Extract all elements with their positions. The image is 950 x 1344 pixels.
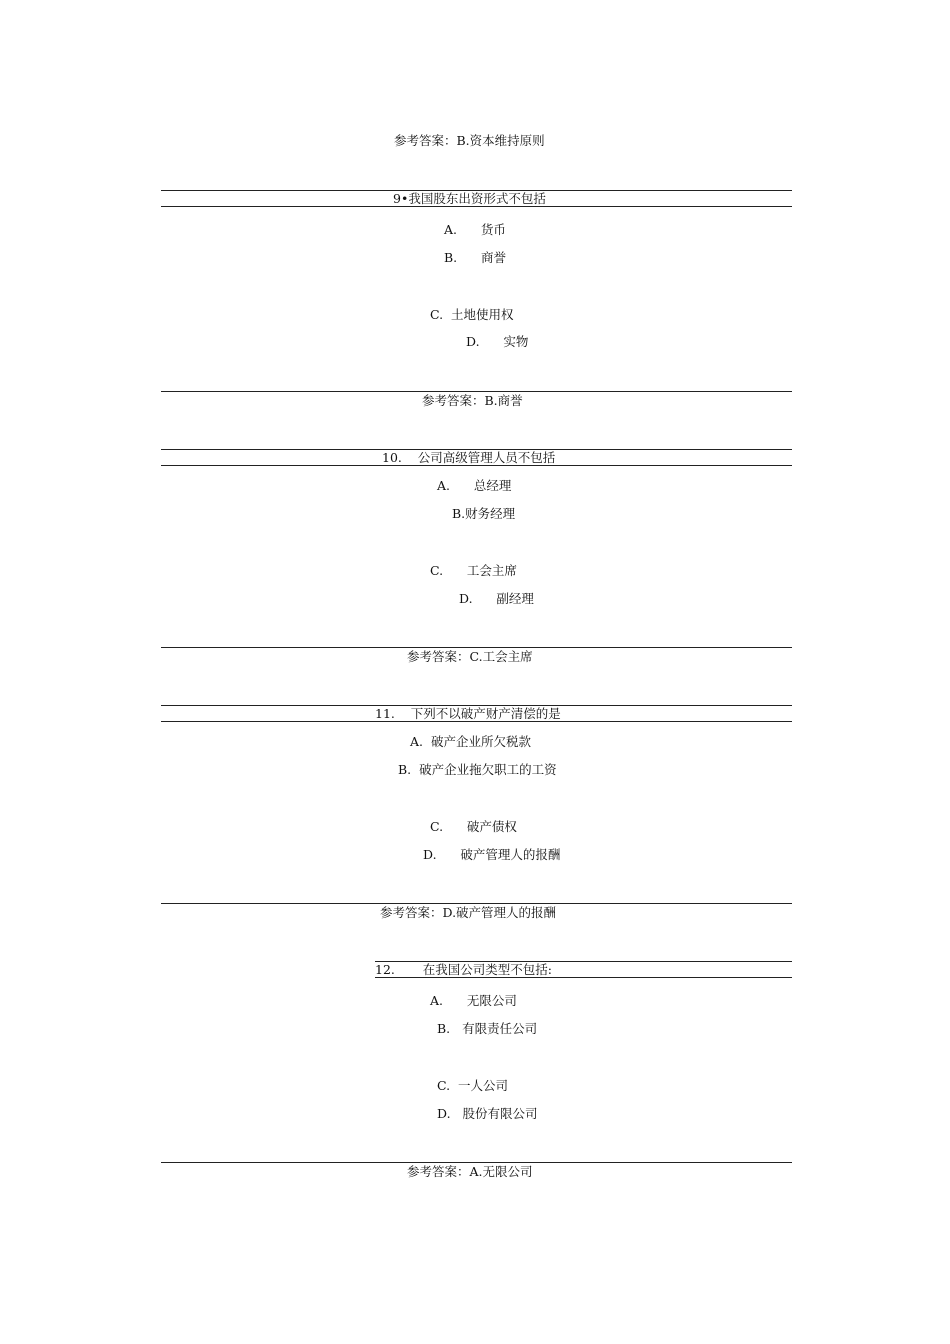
option-d: D. 副经理 [459, 591, 534, 606]
divider [375, 977, 792, 978]
option-d: D. 破产管理人的报酬 [423, 847, 561, 862]
option-b: B. 商誉 [444, 250, 506, 265]
question-title: 10. 公司高级管理人员不包括 [382, 450, 556, 465]
option-d: D. 实物 [466, 334, 529, 349]
answer-text: 参考答案：A.无限公司 [407, 1164, 533, 1179]
option-b: B. 有限责任公司 [437, 1021, 538, 1036]
option-c: C. 土地使用权 [430, 307, 514, 322]
answer-text: 参考答案：D.破产管理人的报酬 [380, 905, 557, 920]
answer-text: 参考答案：B.商誉 [422, 393, 523, 408]
answer-text: 参考答案：C.工会主席 [407, 649, 533, 664]
option-a: A. 破产企业所欠税款 [410, 734, 531, 749]
option-b: B.财务经理 [452, 506, 516, 521]
divider [161, 465, 792, 466]
option-c: C. 破产债权 [430, 819, 517, 834]
option-c: C. 一人公司 [437, 1078, 509, 1093]
divider [161, 721, 792, 722]
divider [161, 903, 792, 904]
option-c: C. 工会主席 [430, 563, 517, 578]
divider [161, 1162, 792, 1163]
option-d: D. 股份有限公司 [437, 1106, 538, 1121]
question-title: 12. 在我国公司类型不包括: [375, 962, 552, 977]
option-a: A. 总经理 [437, 478, 512, 493]
option-b: B. 破产企业拖欠职工的工资 [398, 762, 557, 777]
option-a: A. 无限公司 [430, 993, 517, 1008]
divider [161, 206, 792, 207]
option-a: A. 货币 [444, 222, 506, 237]
divider [161, 391, 792, 392]
question-title: 9•我国股东出资形式不包括 [393, 191, 546, 206]
question-title: 11. 下列不以破产财产清偿的是 [375, 706, 561, 721]
answer-text: 参考答案：B.资本维持原则 [394, 133, 545, 148]
divider [161, 647, 792, 648]
